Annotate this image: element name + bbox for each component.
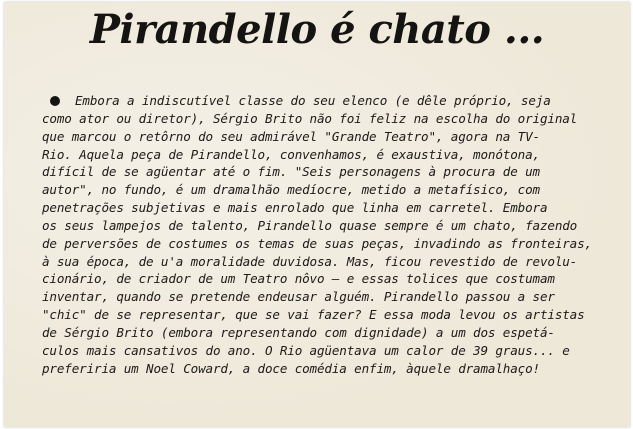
article-line: culos mais cansativos do ano. O Rio agüentava um calor de 39 graus... e	[42, 342, 570, 358]
article-line: difícil de se agüentar até o fim. "Seis personagens à procura de um	[42, 164, 540, 180]
article-line: inventar, quando se pretende endeusar alguém. Pirandello passou a ser	[42, 289, 555, 305]
article-line: cionário, de criador de um Teatro nôvo — e essas tolices que costumam	[42, 271, 555, 287]
article-line: penetrações subjetivas e mais enrolado que linha em carretel. Embora	[42, 200, 548, 216]
article-line: à sua época, de u'a moralidade duvidosa. Mas, ficou revestido de revolu-	[42, 253, 578, 269]
article-line: "chic" de se representar, que se vai fazer? E essa moda levou os artistas	[42, 307, 585, 323]
article-line-text: Embora a indiscutível classe do seu elenco (e dêle próprio, seja	[75, 93, 551, 108]
article-line: como ator ou diretor), Sérgio Brito não foi feliz na escolha do original	[42, 110, 578, 126]
article-line	[42, 92, 622, 110]
article-line: de Sérgio Brito (embora representando com dignidade) a um dos espetá-	[42, 324, 555, 340]
article-line: os seus lampejos de talento, Pirandello quase sempre é um chato, fazendo	[42, 217, 578, 233]
article-line: que marcou o retôrno do seu admirável "Grande Teatro", agora na TV-	[42, 128, 540, 144]
article-line: preferiria um Noel Coward, a doce comédia enfim, àquele dramalhaço!	[42, 360, 540, 376]
article-line: autor", no fundo, é um dramalhão medíocre, metido a metafísico, com	[42, 182, 540, 198]
article-line: Rio. Aquela peça de Pirandello, convenhamos, é exaustiva, monótona,	[42, 146, 540, 162]
newspaper-clipping	[4, 2, 630, 427]
article-line: de perversões de costumes os temas de suas peças, invadindo as fronteiras,	[42, 235, 592, 251]
bullet-icon	[50, 96, 60, 106]
article-headline: Pirandello é chato ...	[89, 6, 545, 53]
article-body	[42, 92, 622, 378]
